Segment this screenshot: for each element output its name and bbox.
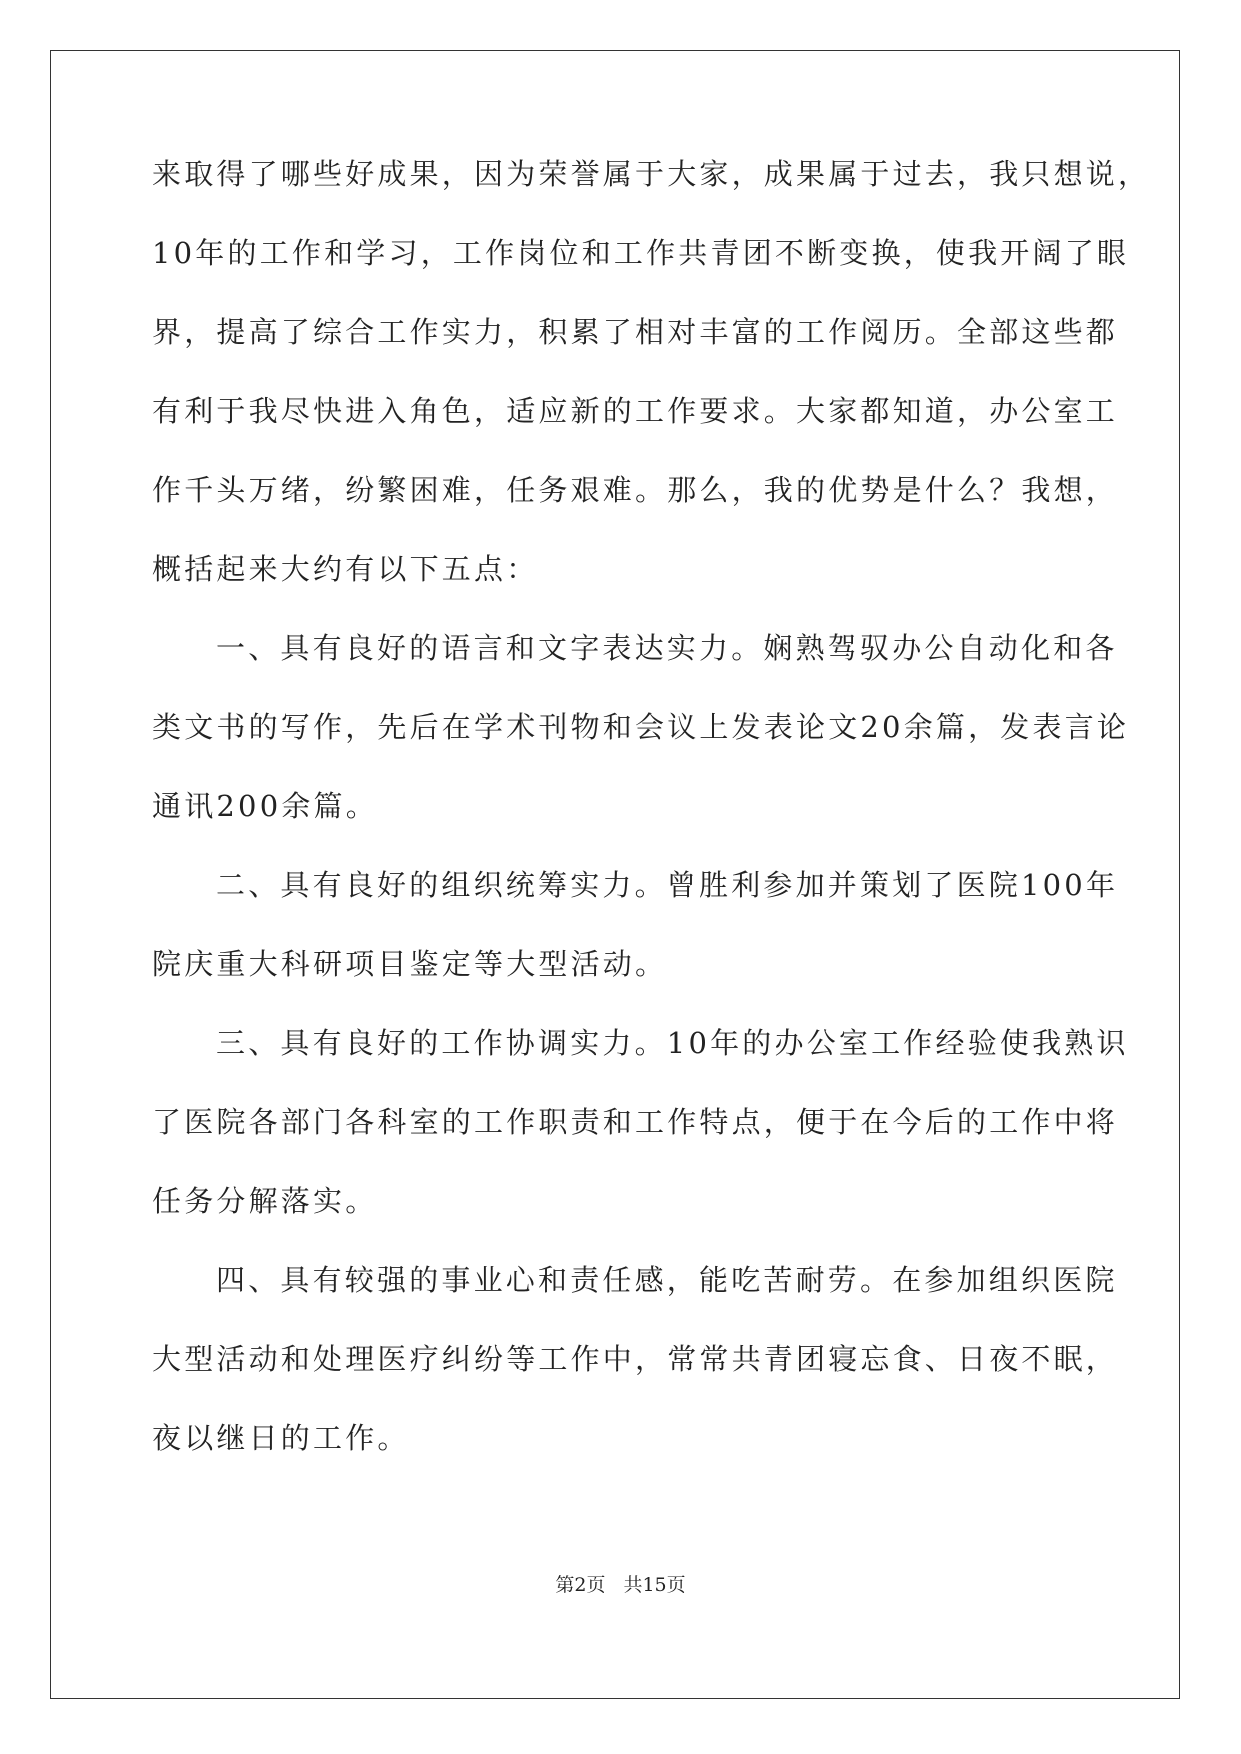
text-line: 院庆重大科研项目鉴定等大型活动。 [152,947,668,981]
text-line: 10年的工作和学习，工作岗位和工作共青团不断变换，使我开阔了眼 [152,236,1130,270]
document-body [152,157,1151,1501]
text-line-paragraph-start: 四、具有较强的事业心和责任感，能吃苦耐劳。在参加组织医院 [216,1263,1118,1297]
page-footer [0,1570,1241,1597]
text-line: 夜以继日的工作。 [152,1421,410,1455]
text-line: 类文书的写作，先后在学术刊物和会议上发表论文20余篇，发表言论 [152,710,1130,744]
text-line: 概括起来大约有以下五点： [152,552,539,586]
text-line: 通讯200余篇。 [152,789,378,823]
text-line: 作千头万绪，纷繁困难，任务艰难。那么，我的优势是什么？我想， [152,473,1119,507]
text-line: 任务分解落实。 [152,1184,378,1218]
text-line: 界，提高了综合工作实力，积累了相对丰富的工作阅历。全部这些都 [152,315,1119,349]
text-line: 大型活动和处理医疗纠纷等工作中，常常共青团寝忘食、日夜不眠， [152,1342,1119,1376]
current-page-label: 第2页 [555,1574,606,1596]
text-line: 有利于我尽快进入角色，适应新的工作要求。大家都知道，办公室工 [152,394,1119,428]
text-line-paragraph-start: 三、具有良好的工作协调实力。10年的办公室工作经验使我熟识 [216,1026,1129,1060]
text-line: 了医院各部门各科室的工作职责和工作特点，便于在今后的工作中将 [152,1105,1119,1139]
text-line-paragraph-start: 一、具有良好的语言和文字表达实力。娴熟驾驭办公自动化和各 [216,631,1118,665]
total-pages-label: 共15页 [623,1574,686,1596]
text-line: 来取得了哪些好成果，因为荣誉属于大家，成果属于过去，我只想说， [152,157,1151,191]
text-line-paragraph-start: 二、具有良好的组织统筹实力。曾胜利参加并策划了医院100年 [216,868,1119,902]
